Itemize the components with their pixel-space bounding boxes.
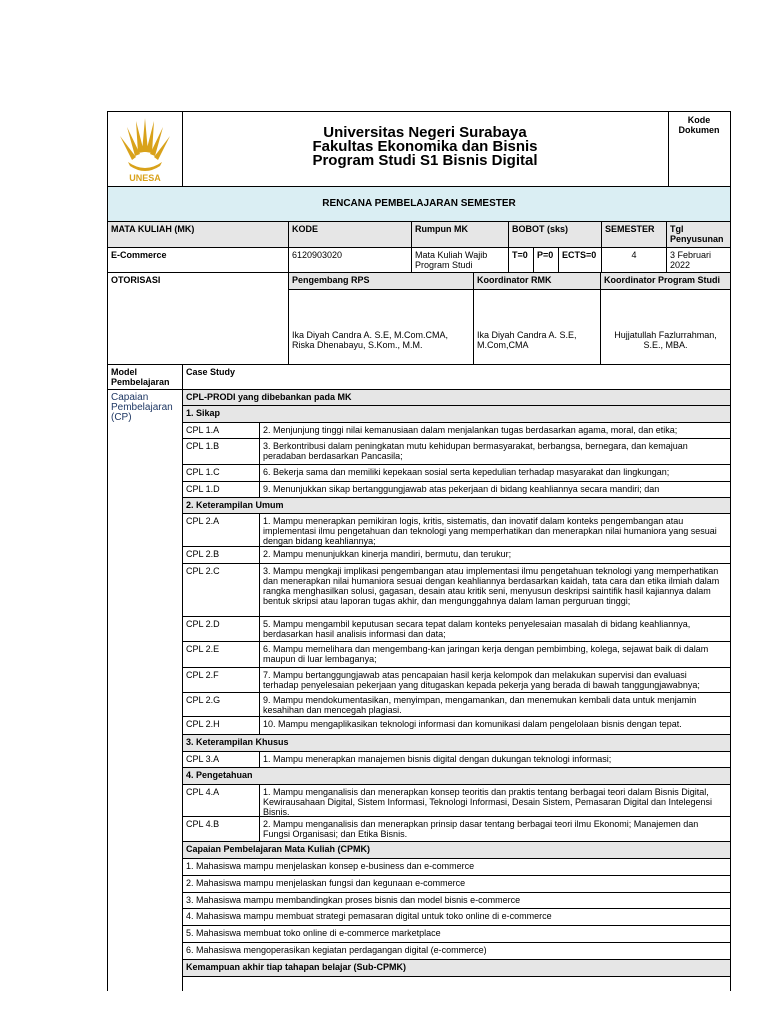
cpmk-item: 4. Mahasiswa mampu membuat strategi pemasaran digital untuk toko online di e-commerce [186,911,552,921]
cpl-description: 9. Mampu mendokumentasikan, menyimpan, mengamankan, dan menemukan kembali data untuk menjamin kesahihan dan mencegah plagiasi. [263,695,697,715]
cpl-code: CPL 1.A [186,425,220,435]
cell-divider [259,481,260,497]
unesa-logo [108,112,182,186]
course-rumpun: Mata Kuliah Wajib Program Studi [415,250,488,270]
cpl-description: 6. Mampu memelihara dan mengembang-kan jaringan kerja dengan pembimbing, kolega, sejawat baik di dalam maupun di luar lembaganya; [263,644,709,664]
university-name: Universitas Negeri Surabaya [323,124,527,141]
cell-divider [259,546,260,563]
cpl-description: 5. Mampu mengambil keputusan secara tepat dalam konteks penyelesaian masalah di bidang keahliannya, berdasarkan hasil analisis informasi dan data; [263,619,691,639]
cpl-description: 2. Menjunjung tinggi nilai kemanusiaan dalam menjalankan tugas berdasarkan agama, moral, dan etika; [263,425,678,435]
course-ects: ECTS=0 [562,250,597,260]
cpl-code: CPL 2.A [186,516,220,526]
cpmk-item: 2. Mahasiswa mampu menjelaskan fungsi dan kegunaan e-commerce [186,878,466,888]
course-t: T=0 [512,250,528,260]
cpl-description: 1. Mampu menganalisis dan menerapkan konsep teoritis dan praktis tentang berbagai teori dalam Bisnis Digital, Kewirausahaan Digital, Sistem Informasi, Teknologi Informasi, Desain Sistem, Pemasaran Digital dan Intelegensi Bisnis. [263,787,713,816]
bobot-header: BOBOT (sks) [509,222,601,247]
cell-divider [259,422,260,438]
cell-divider [259,641,260,667]
cpl-code: CPL 1.B [186,441,220,451]
tgl-header: Tgl Penyusunan [667,222,730,247]
pengembang-label: Pengembang RPS [289,273,473,289]
cpl-code: CPL 3.A [186,754,220,764]
mk-header: MATA KULIAH (MK) [108,222,288,247]
faculty-name: Fakultas Ekonomika dan Bisnis [312,138,538,155]
course-date: 3 Februari 2022 [670,250,712,270]
cpl-description: 2. Mampu menganalisis dan menerapkan prinsip dasar tentang berbagai teori ilmu Ekonomi; Manajemen dan Fungsi Organisasi; dan Etika Bisnis. [263,819,699,839]
cpl-code: CPL 4.B [186,819,220,829]
cpl-description: 3. Berkontribusi dalam peningkatan mutu kehidupan bermasyarakat, berbangsa, bernegara, dan kemajuan peradaban berdasarkan Pancasila; [263,441,688,461]
cp-section-heading: 1. Sikap [183,406,730,422]
cpl-code: CPL 2.B [186,549,220,559]
cpl-code: CPL 1.C [186,467,220,477]
cpmk-item: 6. Mahasiswa mengoperasikan kegiatan perdagangan digital (e-commerce) [186,945,487,955]
koordinator-rmk-name: Ika Diyah Candra A. S.E, M.Com,CMA [477,330,577,350]
header-title [182,112,668,186]
cpl-code: CPL 2.F [186,670,219,680]
document-title: RENCANA PEMBELAJARAN SEMESTER [108,187,730,221]
kode-dokumen-label: Kode Dokumen [678,115,720,135]
cpl-description: 1. Mampu menerapkan manajemen bisnis digital dengan dukungan teknologi informasi; [263,754,612,764]
cell-divider [259,716,260,734]
course-p: P=0 [537,250,554,260]
cpl-description: 2. Mampu menunjukkan kinerja mandiri, bermutu, dan terukur; [263,549,512,559]
course-name: E-Commerce [111,250,167,260]
rumpun-header: Rumpun MK [412,222,508,247]
cp-label: Capaian Pembelajaran (CP) [111,392,173,423]
koordinator-prodi-label: Koordinator Program Studi [601,273,730,289]
cpmk-item: 5. Mahasiswa membuat toko online di e-commerce marketplace [186,928,441,938]
cpl-code: CPL 2.D [186,619,220,629]
cp-section-heading: 4. Pengetahuan [183,768,730,784]
kode-header: KODE [289,222,411,247]
cell-divider [259,616,260,641]
cell-divider [259,816,260,841]
program-name: Program Studi S1 Bisnis Digital [312,152,538,169]
cpl-code: CPL 2.E [186,644,220,654]
cpl-code: CPL 2.G [186,695,221,705]
cell-divider [259,784,260,816]
cpmk-item: 1. Mahasiswa mampu menjelaskan konsep e-business dan e-commerce [186,861,475,871]
cp-section-heading: Kemampuan akhir tiap tahapan belajar (Sub-CPMK) [183,960,730,976]
cpl-description: 1. Mampu menerapkan pemikiran logis, kritis, sistematis, dan inovatif dalam konteks pengembangan atau implementasi ilmu pengetahuan dan teknologi yang memperhatikan dan menerapkan nilai humaniora yang sesuai dengan bidang keahliannya; [263,516,717,546]
cell-divider [259,563,260,616]
cp-section-heading: CPL-PRODI yang dibebankan pada MK [183,390,730,405]
cp-section-heading: Capaian Pembelajaran Mata Kuliah (CPMK) [183,842,730,858]
otorisasi-label: OTORISASI [111,275,161,285]
model-value: Case Study [186,367,236,377]
cpmk-item: 3. Mahasiswa mampu membandingkan proses bisnis dan model bisnis e-commerce [186,895,521,905]
cpl-code: CPL 1.D [186,484,220,494]
pengembang-names: Ika Diyah Candra A. S.E, M.Com.CMA, Riska Dhenabayu, S.Kom., M.M. [292,330,449,350]
cell-divider [259,438,260,464]
course-code: 6120903020 [292,250,343,260]
cell-divider [259,513,260,546]
cell-divider [259,751,260,767]
cell-divider [259,464,260,481]
cell-divider [259,692,260,716]
cpl-description: 3. Mampu mengkaji implikasi pengembangan atau implementasi ilmu pengetahuan teknologi yang memperhatikan dan menerapkan nilai humaniora sesuai dengan keahliannya berdasarkan kaidah, tata cara dan etika ilmiah dalam rangka menghasilkan solusi, gagasan, desain atau kritik seni, menyusun deskripsi saintifik hasil kajiannya dalam bentuk skripsi atau laporan tugas akhir, dan mengunggahnya dalam laman perguruan tinggi; [263,566,720,606]
cpl-description: 10. Mampu mengaplikasikan teknologi informasi dan komunikasi dalam pengelolaan bisnis dengan tepat. [263,719,682,729]
cpl-description: 6. Bekerja sama dan memiliki kepekaan sosial serta kepedulian terhadap masyarakat dan lingkungan; [263,467,670,477]
semester-header: SEMESTER [602,222,666,247]
cpl-description: 9. Menunjukkan sikap bertanggungjawab atas pekerjaan di bidang keahliannya secara mandiri; dan [263,484,660,494]
cpl-code: CPL 2.C [186,566,220,576]
course-semester: 4 [631,250,637,260]
row-divider [182,976,731,977]
koordinator-prodi-name: Hujjatullah Fazlurrahman, S.E., MBA. [614,330,717,350]
cpl-code: CPL 2.H [186,719,220,729]
cpl-code: CPL 4.A [186,787,220,797]
cp-section-heading: 2. Keterampilan Umum [183,498,730,513]
cpl-description: 7. Mampu bertanggungjawab atas pencapaian hasil kerja kelompok dan melakukan supervisi dan evaluasi terhadap penyelesaian pekerjaan yang ditugaskan kepada pekerja yang berada di bawah tanggungjawabnya; [263,670,700,690]
logo-text: UNESA [129,173,161,183]
cell-divider [259,667,260,692]
koordinator-rmk-label: Koordinator RMK [474,273,600,289]
cp-section-heading: 3. Keterampilan Khusus [183,735,730,751]
model-label: Model Pembelajaran [111,367,170,387]
